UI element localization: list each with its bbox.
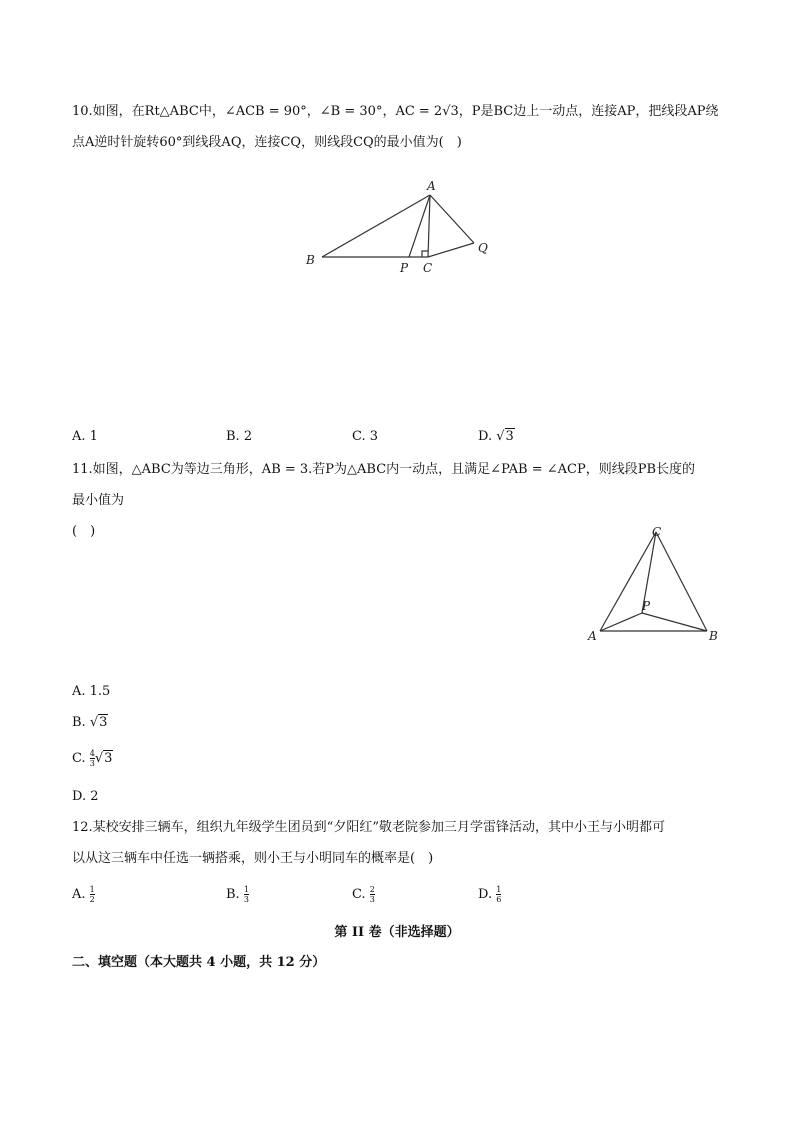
- label-C: C: [652, 525, 662, 539]
- q11-option-d: D. 2: [72, 789, 99, 804]
- q11-option-b-radicand: 3: [99, 715, 108, 730]
- q11-option-b: B. √3: [72, 715, 108, 730]
- q10-option-d-radicand: 3: [505, 429, 514, 444]
- q12-option-b-numerator: 1: [243, 885, 249, 894]
- q12-option-a: [72, 885, 95, 904]
- q11-option-a: A. 1.5: [72, 684, 111, 699]
- q11-option-c: C. $\frac{4}{3}$ √3: [72, 749, 113, 768]
- q11-option-c-fraction: [90, 749, 95, 768]
- q10-option-c: C. 3: [352, 429, 379, 444]
- label-A: A: [588, 629, 597, 643]
- q12-stem-line2: 以从这三辆车中任选一辆搭乘，则小王与小明同车的概率是( ): [72, 851, 434, 866]
- q10-stem-line1: 10.如图，在Rt△ABC中，∠ACB = 90°，∠B = 30°，AC = 2√3，P是BC边上一动点，连接AP，把线段AP绕: [72, 104, 719, 119]
- q12-option-b: [226, 885, 249, 904]
- q10-stem-line2: 点A逆时针旋转60°到线段AQ，连接CQ，则线段CQ的最小值为( ): [72, 135, 462, 150]
- q10-option-b: B. 2: [226, 429, 253, 444]
- q11-option-c-denominator: 3: [89, 759, 95, 768]
- q12-stem-line1: 12.某校安排三辆车，组织九年级学生团员到“夕阳红”敬老院参加三月学雷锋活动，其中小王与小明都可: [72, 820, 665, 835]
- q12-option-d: [478, 885, 501, 904]
- q11-stem-line2: 最小值为: [72, 493, 125, 508]
- q12-option-d-prefix: D.: [478, 887, 493, 902]
- segment-PA: [600, 613, 642, 631]
- label-B: B: [306, 253, 315, 267]
- q12-option-c-denominator: 3: [369, 895, 375, 904]
- q12-option-c-fraction: [370, 885, 375, 904]
- q12-option-a-denominator: 2: [89, 895, 95, 904]
- q11-option-c-numerator: 4: [89, 749, 95, 758]
- q12-option-c: [352, 885, 375, 904]
- q11-stem-line3: ( ): [72, 524, 96, 539]
- section-title: 第 II 卷（非选择题）: [334, 925, 460, 940]
- q12-option-a-fraction: [90, 885, 95, 904]
- q12-option-c-numerator: 2: [369, 885, 375, 894]
- section-fill-in-heading: 二、填空题（本大题共 4 小题，共 12 分）: [72, 955, 326, 970]
- q12-option-c-prefix: C.: [352, 887, 366, 902]
- label-P: P: [642, 599, 651, 613]
- q12-option-b-denominator: 3: [243, 895, 249, 904]
- segment-AC: [428, 195, 430, 257]
- q12-option-d-denominator: 6: [496, 895, 502, 904]
- q10-option-a: A. 1: [72, 429, 98, 444]
- q11-figure: [580, 520, 730, 650]
- segment-AQ: [430, 195, 474, 243]
- segment-AB: [322, 195, 430, 257]
- q10-option-d: D. √3: [478, 429, 514, 444]
- q12-option-a-numerator: 1: [89, 885, 95, 894]
- segment-CQ: [428, 243, 474, 257]
- label-P: P: [400, 261, 409, 275]
- q12-option-d-numerator: 1: [496, 885, 502, 894]
- label-Q: Q: [478, 241, 488, 255]
- segment-PB: [642, 613, 707, 631]
- label-B: B: [709, 629, 718, 643]
- q10-option-d-prefix: D.: [478, 429, 493, 444]
- q12-option-b-fraction: [244, 885, 249, 904]
- segment-AP: [409, 195, 430, 257]
- q12-option-a-prefix: A.: [72, 887, 86, 902]
- q11-option-c-prefix: C.: [72, 751, 86, 766]
- q11-option-b-prefix: B.: [72, 715, 86, 730]
- q12-option-b-prefix: B.: [226, 887, 240, 902]
- segment-BC: [656, 532, 707, 631]
- q10-figure: [300, 176, 500, 276]
- label-A: A: [427, 179, 436, 193]
- q12-option-d-fraction: [496, 885, 501, 904]
- q11-stem-line1: 11.如图，△ABC为等边三角形，AB = 3.若P为△ABC内一动点，且满足∠PAB = ∠ACP，则线段PB长度的: [72, 462, 695, 477]
- label-C: C: [423, 261, 433, 275]
- right-angle-mark: [422, 251, 428, 257]
- q11-option-c-radicand: 3: [104, 751, 113, 766]
